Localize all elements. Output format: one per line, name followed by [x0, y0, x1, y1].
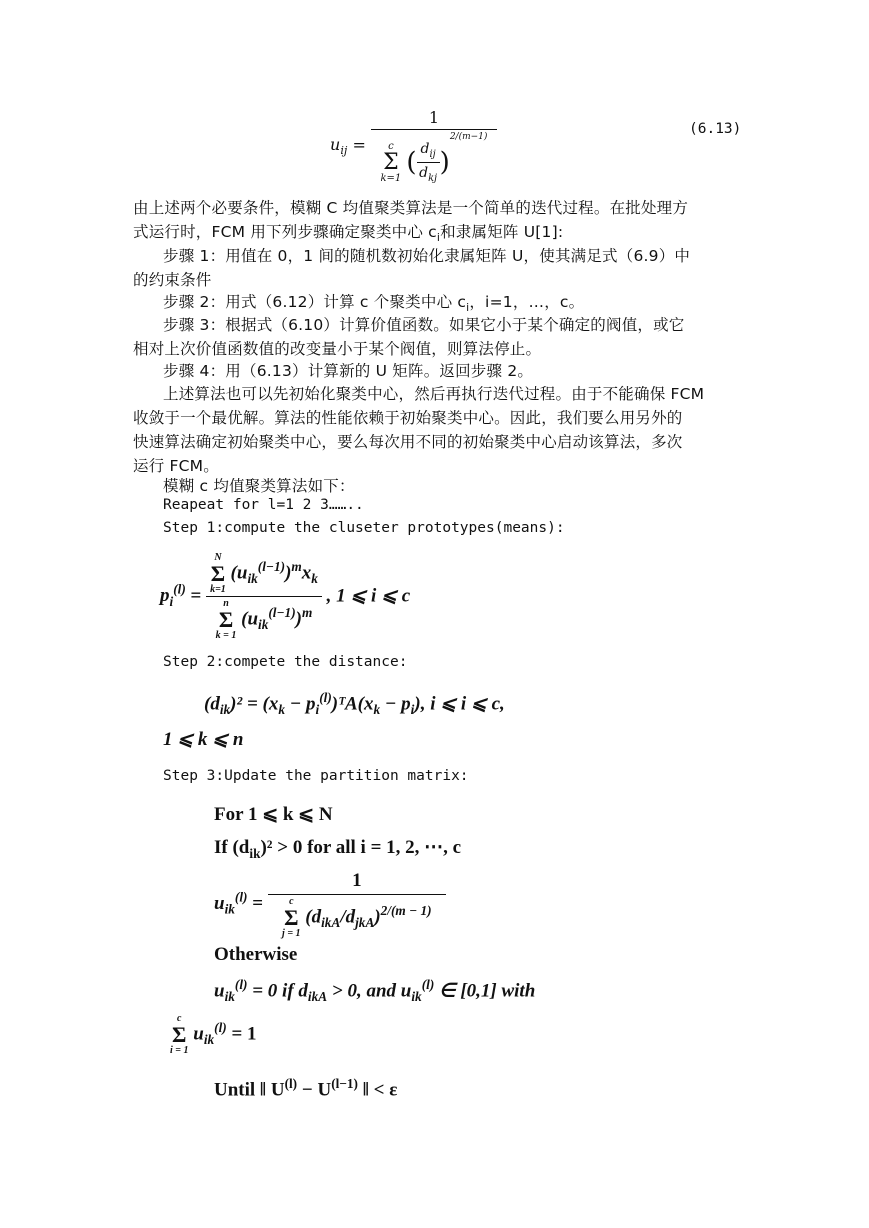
p2-line1: 上述算法也可以先初始化聚类中心，然后再执行迭代过程。由于不能确保 FCM	[163, 385, 705, 403]
otherwise-line: $u_{ik}^{(l)} = 0$ if $d_{ikA} > 0$, and $u_{ik}^{(l)}$ ∈ [0,1] with	[214, 977, 536, 1005]
p2-line4: 运行 FCM。	[133, 457, 219, 475]
p2-line3: 快速算法确定初始聚类中心，要么每次用不同的初始聚类中心启动该算法，多次	[133, 433, 683, 451]
step-4: 步骤 4：用（6.13）计算新的 U 矩阵。返回步骤 2。	[163, 362, 534, 380]
eq613-fraction: 1 c Σ k=1 ( $\frac{d_{ij}}{d_{kj}}$ )$^{2/(m-1)}$	[371, 108, 497, 184]
sum-constraint: c Σ i = 1 $u_{ik}^{(l)} = 1$	[170, 1013, 257, 1056]
step-1	[133, 244, 743, 292]
for-line: For 1 ⩽ k ⩽ N	[214, 804, 333, 825]
p1-line2: 式运行时，FCM 用下列步骤确定聚类中心 $c_i$和隶属矩阵 U[1]:	[133, 223, 564, 245]
step-3	[133, 313, 743, 361]
code-repeat: Reapeat for l=1 2 3……..	[163, 497, 364, 513]
s1-line2: 的约束条件	[133, 271, 212, 289]
p2-line2: 收敛于一个最优解。算法的性能依赖于初始聚类中心。因此，我们要么用另外的	[133, 409, 683, 427]
paragraph-3: 模糊 c 均值聚类算法如下：	[163, 477, 355, 495]
s3-line1: 步骤 3：根据式（6.10）计算价值函数。如果它小于某个确定的阀值，或它	[163, 316, 685, 334]
paragraph-2	[133, 382, 743, 478]
code-step3: Step 3:Update the partition matrix:	[163, 768, 469, 784]
until-line: Until ‖ $U^{(l)} - U^{(l-1)}$ ‖ < ε	[214, 1076, 398, 1101]
formula-prototypes: $p_i^{(l)}$ = N Σ k=1 $(u_{ik}^{(l-1)})^mx_k$ n Σ k = 1 $(u_{ik}^{(l-1)})^m$ , 1 ⩽ i ⩽ c	[160, 552, 411, 641]
p-lhs: $p_i^{(l)}$	[160, 582, 186, 610]
equation-number: (6.13)	[689, 121, 742, 137]
code-step1: Step 1:compute the cluseter prototypes(means):	[163, 520, 565, 536]
eq613-lhs: $u_{ij}$	[330, 135, 348, 158]
formula-distance: $(d_{ik})^2 = (x_k$ − $p_i^{(l)})ᵀA(x_k - p_i)$, i ⩽ i ⩽ c,	[204, 690, 505, 718]
s1-line1: 步骤 1：用值在 0，1 间的随机数初始化隶属矩阵 U，使其满足式（6.9）中	[163, 247, 691, 265]
if-line: If $(d_{ik})^2 > 0$ for all i = 1, 2, ⋯, c	[214, 837, 462, 861]
code-step2: Step 2:compete the distance:	[163, 654, 408, 670]
p-fraction: N Σ k=1 $(u_{ik}^{(l-1)})^mx_k$ n Σ k = 1 $(u_{ik}^{(l-1)})^m$	[206, 553, 322, 641]
p1-line1: 由上述两个必要条件，模糊 C 均值聚类算法是一个简单的迭代过程。在批处理方	[133, 199, 689, 217]
equation-6-13: $u_{ij}$ = 1 c Σ k=1 ( $\frac{d_{ij}}{d_{kj}}$ )$^{2/(m-1)}$	[330, 108, 497, 184]
membership-formula: $u_{ik}^{(l)}$ = 1 c Σ j = 1 $(d_{ikA}/d_{jkA})^{2/(m - 1)}$	[214, 870, 446, 939]
step-2: 步骤 2：用式（6.12）计算 c 个聚类中心 $c_i$，i=1，…，c。	[163, 293, 585, 315]
paragraph-1	[133, 196, 743, 250]
formula-distance-range: 1 ⩽ k ⩽ n	[163, 729, 244, 750]
otherwise-label: Otherwise	[214, 944, 298, 965]
s3-line2: 相对上次价值函数值的改变量小于某个阀值，则算法停止。	[133, 340, 542, 358]
